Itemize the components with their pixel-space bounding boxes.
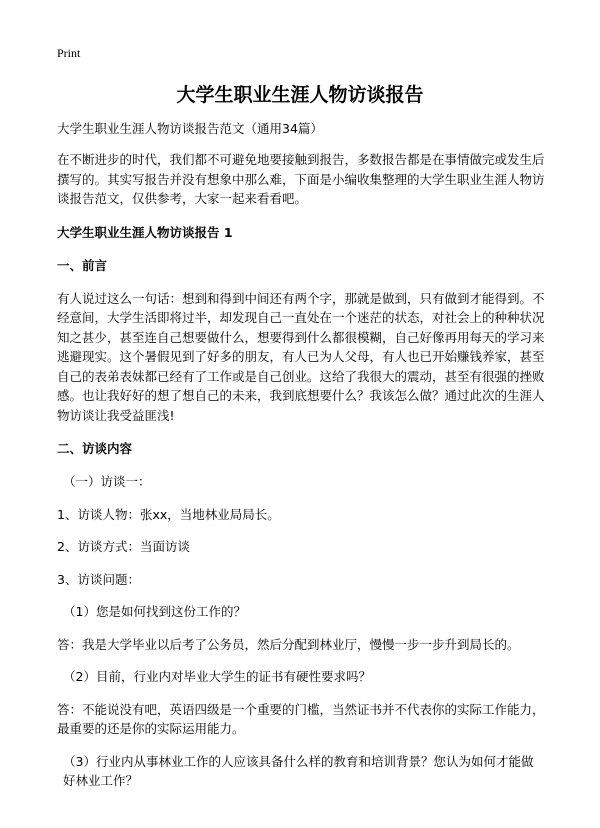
section-heading-interview: 二、访谈内容 — [57, 441, 133, 456]
question-text: （2）目前，行业内对毕业大学生的证书有硬性要求吗？ — [63, 669, 371, 684]
question-text: （1）您是如何找到这份工作的？ — [63, 604, 246, 619]
report-heading: 大学生职业生涯人物访谈报告 1 — [57, 224, 233, 240]
intro-paragraph: 在不断进步的时代，我们都不可避免地要接触到报告，多数报告都是在事情做完或发生后撰写的。其实写报告并没有想象中那么难，下面是小编收集整理的大学生职业生涯人物访谈报告范文，仅供参考，大家一起来看看吧。 — [57, 152, 545, 206]
document-body — [57, 120, 545, 804]
question-text: （3）行业内从事林业工作的人应该具备什么样的教育和培训背景？您认为如何才能做好林业工作？ — [63, 753, 534, 788]
interview-label: （一）访谈一： — [63, 474, 151, 489]
interviewee-line: 1、访谈人物：张xx，当地林业局局长。 — [57, 506, 280, 522]
answer-text: 答：不能说没有吧，英语四级是一个重要的门槛，当然证书并不代表你的实际工作能力，最重要的还是你的实际运用能力。 — [57, 701, 545, 736]
section-heading-preface: 一、前言 — [57, 257, 108, 273]
print-link[interactable]: Print — [57, 46, 81, 60]
preface-paragraph: 有人说过这么一句话：想到和得到中间还有两个字，那就是做到，只有做到才能得到。不经意间，大学生活即将过半，却发现自己一直处在一个迷茫的状态，对社会上的种种状况知之甚少，甚至连自己想要做什么，想要得到什么都很模糊，自己好像再用每天的学习来逃避现实。这个暑假见到了好多的朋友，有人已为人父母，有人也已开始赚钱养家，甚至自己的表弟表妹都已经有了工作或是自己创业。这给了我很大的震动，甚至有很强的挫败感。也让我好好的想了想自己的未来，我到底想要什么？我该怎么做？通过此次的生涯人物访谈让我受益匪浅! — [57, 290, 545, 423]
answer-text: 答：我是大学毕业以后考了公务员，然后分配到林业厅，慢慢一步一步升到局长的。 — [57, 636, 520, 652]
interview-method-line: 2、访谈方式：当面访谈 — [57, 539, 190, 554]
interview-questions-label: 3、访谈问题： — [57, 571, 140, 587]
document-subtitle: 大学生职业生涯人物访谈报告范文（通用34篇） — [57, 121, 323, 136]
page-title: 大学生职业生涯人物访谈报告 — [176, 84, 424, 106]
